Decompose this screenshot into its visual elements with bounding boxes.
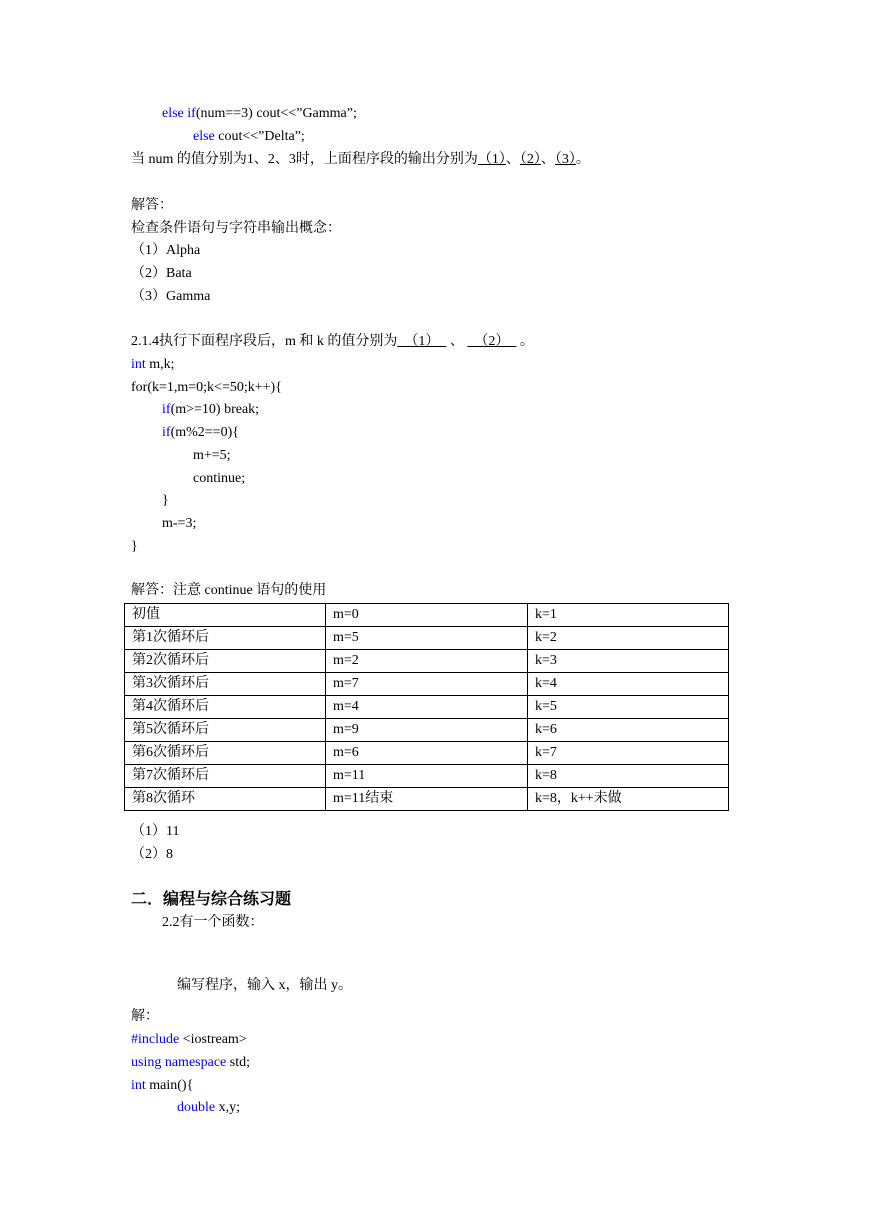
code-keyword: else — [193, 129, 215, 144]
code-keyword: else if — [162, 106, 196, 121]
code-line: double x,y; — [177, 1100, 240, 1115]
code-line: m-=3; — [162, 516, 197, 531]
answer-label: 解答：注意 continue 语句的使用 — [131, 583, 327, 598]
table-cell: m=7 — [326, 673, 528, 696]
table-cell: m=4 — [326, 696, 528, 719]
answer-label: 解答： — [131, 198, 173, 213]
table-cell: m=5 — [326, 627, 528, 650]
table-row — [125, 673, 729, 696]
table-cell: m=2 — [326, 650, 528, 673]
code-text: (num==3) cout<<”Gamma”; — [195, 106, 357, 121]
code-line: m+=5; — [193, 448, 231, 463]
answer-item: （3）Gamma — [131, 289, 211, 304]
answer-item: （1）11 — [131, 824, 180, 839]
answer-blank: （1） — [477, 152, 506, 167]
table-cell: 第7次循环后 — [125, 765, 326, 788]
question-text: 2.2有一个函数： — [162, 915, 264, 930]
table-cell: 第1次循环后 — [125, 627, 326, 650]
code-line: if(m%2==0){ — [162, 425, 239, 440]
task-text: 编写程序，输入 x，输出 y。 — [177, 978, 352, 993]
table-row — [125, 627, 729, 650]
code-line: int m,k; — [131, 357, 175, 372]
table-cell: 第5次循环后 — [125, 719, 326, 742]
answer-blank: （1） — [397, 334, 447, 349]
table-cell: m=6 — [326, 742, 528, 765]
table-row — [125, 696, 729, 719]
table-cell: k=3 — [528, 650, 729, 673]
table-cell: k=5 — [528, 696, 729, 719]
table-cell: m=9 — [326, 719, 528, 742]
table-cell: k=4 — [528, 673, 729, 696]
answer-blank: （2） — [519, 152, 541, 167]
table-cell: 第3次循环后 — [125, 673, 326, 696]
code-text: cout<<”Delta”; — [214, 129, 305, 144]
code-line: continue; — [193, 471, 246, 486]
code-line: int main(){ — [131, 1078, 194, 1093]
question-text: 2.1.4执行下面程序段后，m 和 k 的值分别为 （1） 、 （2） 。 — [131, 334, 534, 349]
answer-label: 解： — [131, 1009, 159, 1024]
answer-item: （1）Alpha — [131, 243, 201, 258]
table-cell: m=11 — [326, 765, 528, 788]
table-cell: 第4次循环后 — [125, 696, 326, 719]
table-cell: m=0 — [326, 604, 528, 627]
table-cell: 初值 — [125, 604, 326, 627]
code-line: for(k=1,m=0;k<=50;k++){ — [131, 380, 282, 395]
table-cell: k=1 — [528, 604, 729, 627]
table-cell: k=2 — [528, 627, 729, 650]
answer-note: 检查条件语句与字符串输出概念： — [131, 221, 341, 236]
table-cell: 第2次循环后 — [125, 650, 326, 673]
table-cell: k=8，k++未做 — [528, 788, 729, 811]
code-line: } — [131, 539, 138, 554]
section-title: 二．编程与综合练习题 — [131, 891, 292, 908]
code-line — [162, 105, 357, 123]
table-row — [125, 719, 729, 742]
question-text: 当 num 的值分别为1、2、3时，上面程序段的输出分别为（1）、（2）、（3）。 — [131, 152, 590, 167]
table-cell: 第6次循环后 — [125, 742, 326, 765]
table-cell: 第8次循环 — [125, 788, 326, 811]
code-line: #include <iostream> — [131, 1032, 247, 1047]
table-row — [125, 742, 729, 765]
code-line: } — [162, 493, 169, 508]
table-row — [125, 788, 729, 811]
table-cell: m=11结束 — [326, 788, 528, 811]
table-cell: k=8 — [528, 765, 729, 788]
table-row — [125, 604, 729, 627]
loop-trace-table — [124, 603, 729, 811]
code-line: using namespace std; — [131, 1055, 250, 1070]
answer-item: （2）8 — [131, 847, 173, 862]
code-line — [193, 128, 305, 146]
table-cell: k=6 — [528, 719, 729, 742]
answer-item: （2）Bata — [131, 266, 192, 281]
table-row — [125, 650, 729, 673]
answer-blank: （2） — [467, 334, 517, 349]
answer-blank: （3） — [554, 152, 576, 167]
table-cell: k=7 — [528, 742, 729, 765]
table-row — [125, 765, 729, 788]
code-line: if(m>=10) break; — [162, 402, 260, 417]
